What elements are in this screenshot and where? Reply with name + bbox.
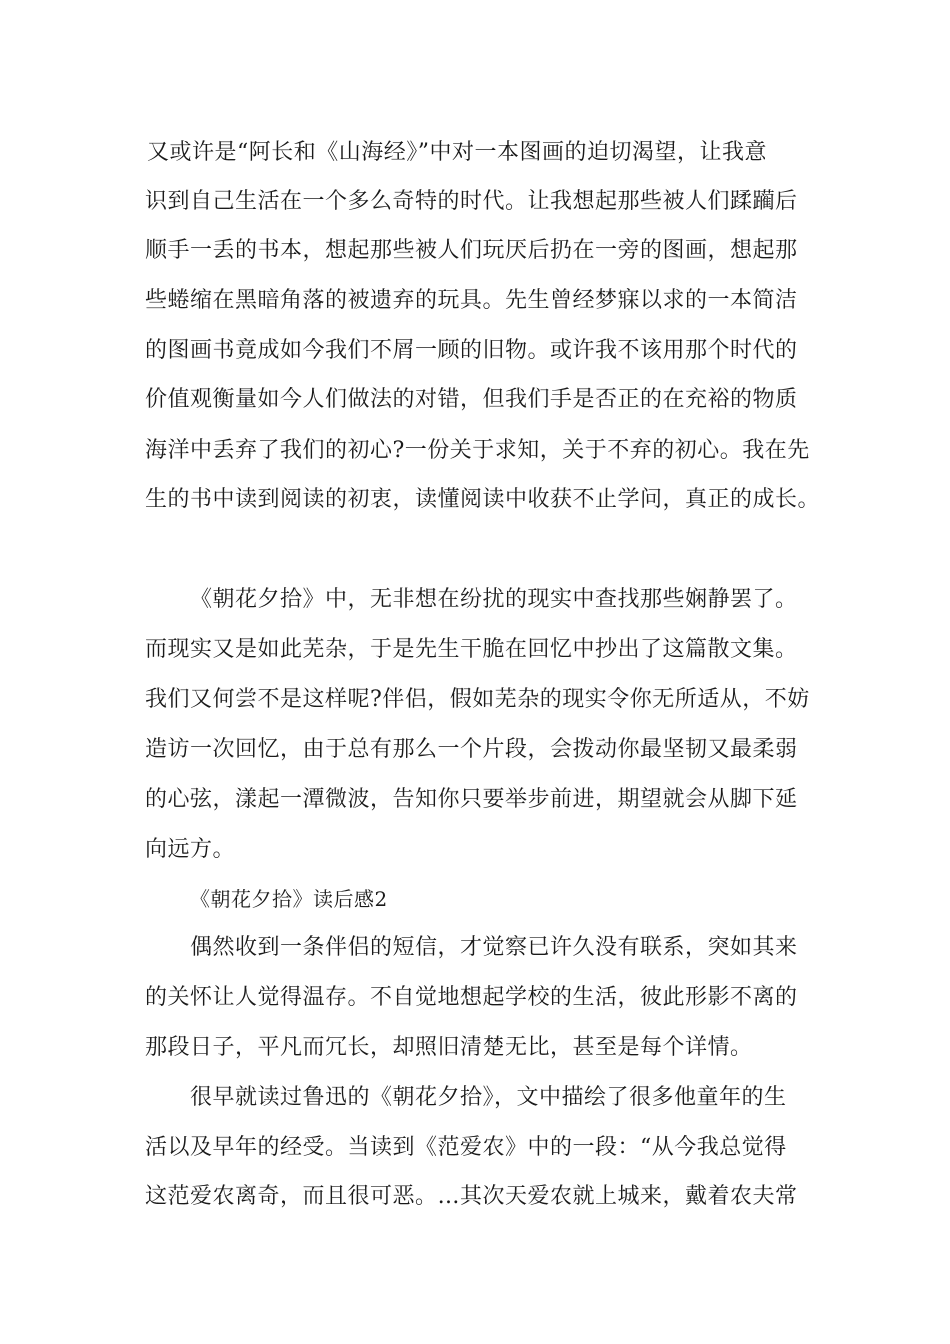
text-line: 那段日子，平凡而冗长，却照旧清楚无比，甚至是每个详情。 [145,1035,753,1060]
text-line: 活以及早年的经受。当读到《范爱农》中的一段：“从今我总觉得 [145,1135,787,1160]
text-line: 向远方。 [145,837,236,862]
text-line: 生的书中读到阅读的初衷，读懂阅读中收获不止学问，真正的成长。 [145,487,821,512]
text-line: 这范爱农离奇，而且很可恶。…其次天爱农就上城来，戴着农夫常 [145,1184,798,1209]
text-line: 我们又何尝不是这样呢?伴侣，假如芜杂的现实令你无所适从，不妨 [145,687,810,712]
text-line: 又或许是“阿长和《山海经》”中对一本图画的迫切渴望，让我意 [147,140,767,165]
text-line: 很早就读过鲁迅的《朝花夕拾》，文中描绘了很多他童年的生 [190,1085,787,1110]
section-heading: 《朝花夕拾》读后感2 [190,887,388,911]
text-line: 识到自己生活在一个多么奇特的时代。让我想起那些被人们蹂躏后 [145,189,798,214]
text-line: 些蜷缩在黑暗角落的被遗弃的玩具。先生曾经梦寐以求的一本简洁 [145,288,798,313]
text-line: 价值观衡量如今人们做法的对错，但我们手是否正的在充裕的物质 [145,387,798,412]
text-line: 的关怀让人觉得温存。不自觉地想起学校的生活，彼此形影不离的 [145,985,798,1010]
text-line: 偶然收到一条伴侣的短信，才觉察已许久没有联系，突如其来 [190,935,798,960]
text-line: 的心弦，漾起一潭微波，告知你只要举步前进，期望就会从脚下延 [145,787,798,812]
text-line: 而现实又是如此芜杂，于是先生干脆在回忆中抄出了这篇散文集。 [145,637,798,662]
text-line: 造访一次回忆，由于总有那么一个片段，会拨动你最坚韧又最柔弱 [145,737,798,762]
text-line: 海洋中丢弃了我们的初心?一份关于求知，关于不弃的初心。我在先 [145,438,810,463]
text-line: 顺手一丢的书本，想起那些被人们玩厌后扔在一旁的图画，想起那 [145,238,798,263]
text-line: 的图画书竟成如今我们不屑一顾的旧物。或许我不该用那个时代的 [145,338,798,363]
text-line: 《朝花夕拾》中，无非想在纷扰的现实中查找那些娴静罢了。 [190,587,798,612]
